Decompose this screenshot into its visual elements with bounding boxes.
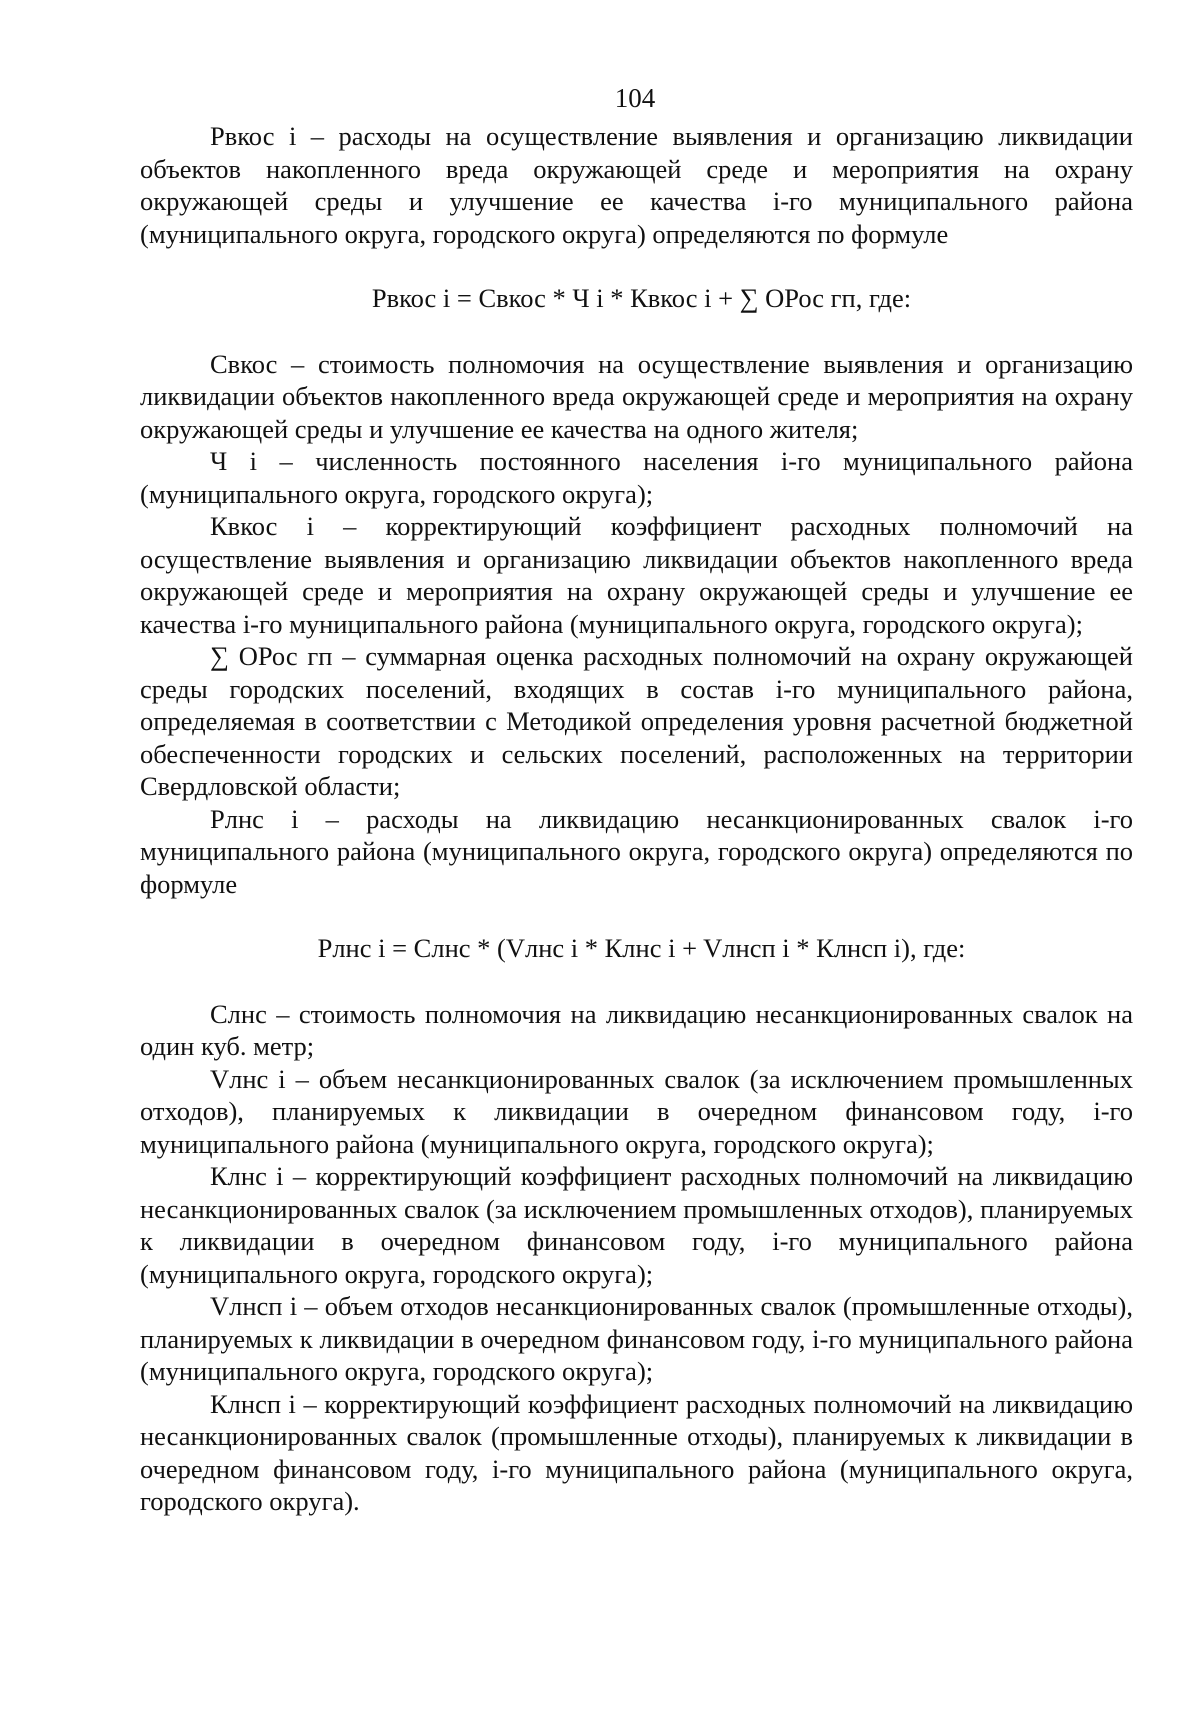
spacer <box>140 900 1133 932</box>
formula-rlns: Рлнс i = Слнс * (Vлнс i * Клнс i + Vлнсп i * Клнсп i), где: <box>317 933 966 963</box>
spacer <box>140 315 1133 348</box>
paragraph-chi-definition: Ч i – численность постоянного населения i-го муниципального района (муниципального округа, городского округа); <box>140 446 1133 509</box>
paragraph-kvkos-definition: Квкос i – корректирующий коэффициент расходных полномочий на осуществление выявления и организацию ликвидации объектов накопленного вреда окружающей среде и мероприятия на охрану окружающей среды и улучшение ее качества i-го муниципального района (муниципального округа, городского округа); <box>140 511 1133 639</box>
document-body <box>140 120 1133 1518</box>
formula-rvkos: Рвкос i = Свкос * Ч i * Квкос i + ∑ ОРос гп, где: <box>371 283 912 313</box>
paragraph-klnsp-definition: Клнсп i – корректирующий коэффициент расходных полномочий на ликвидацию несанкционированных свалок (промышленные отходы), планируемых к ликвидации в очередном финансовом году, i-го муниципального района (муниципального округа, городского округа). <box>140 1388 1133 1516</box>
paragraph-klns-definition: Клнс i – корректирующий коэффициент расходных полномочий на ликвидацию несанкционированных свалок (за исключением промышленных отходов), планируемых к ликвидации в очередном финансовом году, i-го муниципального района (муниципального округа, городского округа); <box>140 1161 1133 1289</box>
spacer <box>140 965 1133 998</box>
paragraph-slns-definition: Слнс – стоимость полномочия на ликвидацию несанкционированных свалок на один куб. метр; <box>140 998 1133 1061</box>
paragraph-svkos-definition: Свкос – стоимость полномочия на осуществление выявления и организацию ликвидации объектов накопленного вреда окружающей среде и мероприятия на охрану окружающей среды и улучшение ее качества на одного жителя; <box>140 348 1133 444</box>
paragraph-rlns-definition: Рлнс i – расходы на ликвидацию несанкционированных свалок i-го муниципального района (муниципального округа, городского округа) определяются по формуле <box>140 803 1133 899</box>
paragraph-oros-definition: ∑ ОРос гп – суммарная оценка расходных полномочий на охрану окружающей среды городских поселений, входящих в состав i-го муниципального района, определяемая в соответствии с Методикой определения уровня расчетной бюджетной обеспеченности городских и сельских поселений, расположенных на территории Свердловской области; <box>140 641 1133 801</box>
paragraph-vlns-definition: Vлнс i – объем несанкционированных свалок (за исключением промышленных отходов), планируемых к ликвидации в очередном финансовом году, i-го муниципального района (муниципального округа, городского округа); <box>140 1063 1133 1159</box>
paragraph-vlnsp-definition: Vлнсп i – объем отходов несанкционированных свалок (промышленные отходы), планируемых к ликвидации в очередном финансовом году, i-го муниципального района (муниципального округа, городского округа); <box>140 1291 1133 1386</box>
paragraph-rvkos-definition: Рвкос i – расходы на осуществление выявления и организацию ликвидации объектов накопленного вреда окружающей среде и мероприятия на охрану окружающей среды и улучшение ее качества i-го муниципального района (муниципального округа, городского округа) определяются по формуле <box>140 121 1133 249</box>
page-number: 104 <box>614 83 656 113</box>
spacer <box>140 250 1133 282</box>
